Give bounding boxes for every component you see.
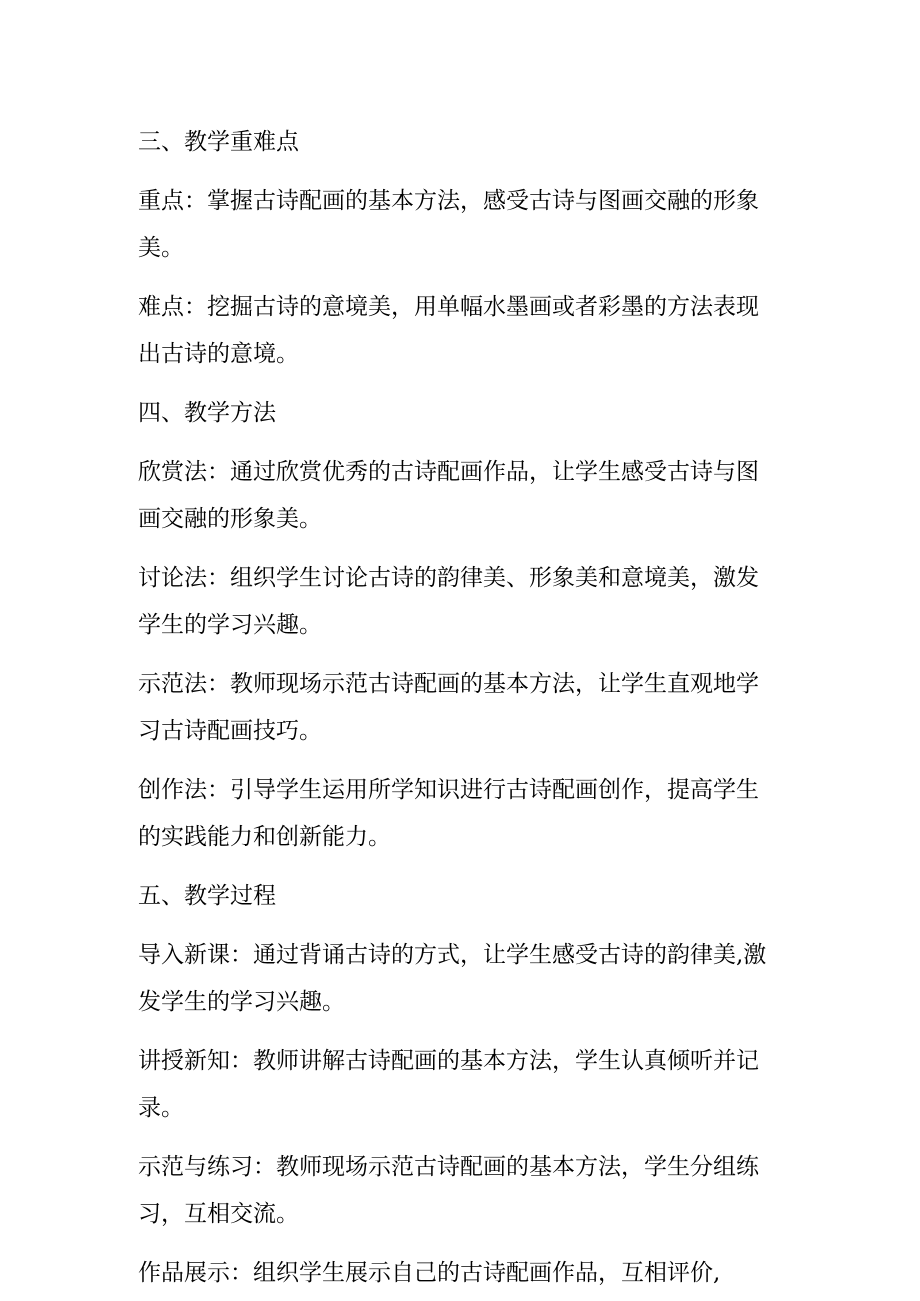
text-line: 作品展示：组织学生展示自己的古诗配画作品，互相评价,	[138, 1260, 721, 1286]
text-line: 讨论法：组织学生讨论古诗的韵律美、形象美和意境美，激发	[138, 565, 759, 591]
text-line: 重点：掌握古诗配画的基本方法，感受古诗与图画交融的形象	[138, 188, 759, 214]
text-line: 习古诗配画技巧。	[138, 718, 322, 744]
text-line: 欣赏法：通过欣赏优秀的古诗配画作品，让学生感受古诗与图	[138, 459, 759, 485]
paragraph-creation	[138, 767, 778, 861]
text-line: 画交融的形象美。	[138, 506, 322, 532]
text-line: 发学生的学习兴趣。	[138, 989, 345, 1015]
text-line: 难点：挖掘古诗的意境美，用单幅水墨画或者彩墨的方法表现	[138, 294, 759, 320]
text-line: 的实践能力和创新能力。	[138, 824, 391, 850]
paragraph-practice	[138, 1144, 778, 1238]
text-line: 五、教学过程	[138, 883, 276, 909]
text-line: 习，互相交流。	[138, 1201, 299, 1227]
document-body	[138, 119, 778, 1297]
paragraph-focus	[138, 178, 778, 272]
text-line: 讲授新知：教师讲解古诗配画的基本方法，学生认真倾听并记	[138, 1048, 759, 1074]
paragraph-appreciation	[138, 449, 778, 543]
text-line: 导入新课：通过背诵古诗的方式，让学生感受古诗的韵律美,激	[138, 942, 767, 968]
paragraph-teaching	[138, 1038, 778, 1132]
text-line: 美。	[138, 235, 184, 261]
paragraph-introduction	[138, 932, 778, 1026]
text-line: 学生的学习兴趣。	[138, 612, 322, 638]
paragraph-discussion	[138, 555, 778, 649]
text-line: 示范与练习：教师现场示范古诗配画的基本方法，学生分组练	[138, 1154, 759, 1180]
paragraph-exhibition	[138, 1250, 778, 1297]
text-line: 示范法：教师现场示范古诗配画的基本方法，让学生直观地学	[138, 671, 759, 697]
text-line: 创作法：引导学生运用所学知识进行古诗配画创作，提高学生	[138, 777, 759, 803]
heading-key-points	[138, 119, 778, 166]
text-line: 四、教学方法	[138, 400, 276, 426]
heading-process	[138, 873, 778, 920]
paragraph-difficulty	[138, 284, 778, 378]
paragraph-demonstration	[138, 661, 778, 755]
text-line: 出古诗的意境。	[138, 341, 299, 367]
heading-methods	[138, 390, 778, 437]
text-line: 录。	[138, 1095, 184, 1121]
text-line: 三、教学重难点	[138, 129, 299, 155]
